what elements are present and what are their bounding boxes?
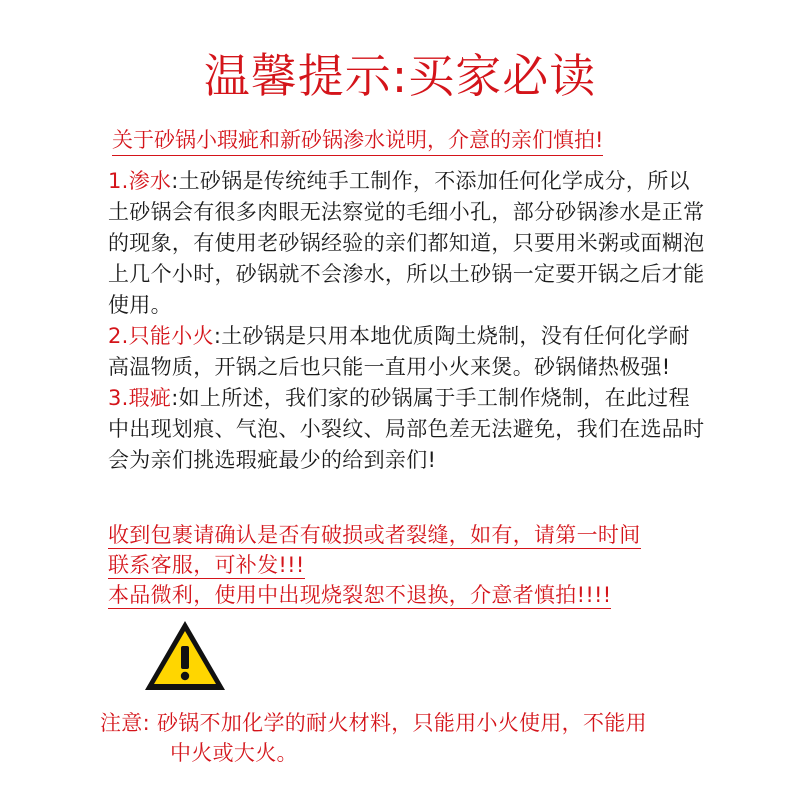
subtitle: 关于砂锅小瑕疵和新砂锅渗水说明，介意的亲们慎拍! (112, 124, 603, 156)
section-text: :土砂锅是传统纯手工制作，不添加任何化学成分，所以土砂锅会有很多肉眼无法察觉的毛细小孔，部分砂锅渗水是正常的现象，有使用老砂锅经验的亲们都知道，只要用米粥或面糊泡上几个小时，砂锅就不会渗水，所以土砂锅一定要开锅之后才能使用。 (108, 169, 705, 317)
note-line: 中火或大火。 (170, 741, 298, 765)
page-title: 温馨提示:买家必读 (203, 49, 597, 103)
section-label: 1.渗水 (108, 169, 172, 193)
note-block (100, 708, 700, 768)
notice-block (108, 520, 708, 610)
note-line: 注意: 砂锅不加化学的耐火材料，只能用小火使用，不能用 (100, 711, 647, 735)
section-text: :如上所述，我们家的砂锅属于手工制作烧制，在此过程中出现划痕、气泡、小裂纹、局部色差无法避免，我们在选品时会为亲们挑选瑕疵最少的给到亲们! (108, 386, 705, 472)
section-leakage (108, 166, 708, 321)
notice-line: 收到包裹请确认是否有破损或者裂缝，如有，请第一时间 (108, 523, 641, 547)
section-label: 2.只能小火 (108, 324, 214, 348)
section-low-heat (108, 321, 708, 383)
section-flaws (108, 383, 708, 476)
notice-line: 本品微利，使用中出现烧裂恕不退换，介意者慎拍!!!! (108, 583, 612, 607)
body-text (108, 166, 708, 476)
notice-line: 联系客服，可补发!!! (108, 553, 305, 577)
section-text: :土砂锅是只用本地优质陶土烧制，没有任何化学耐高温物质，开锅之后也只能一直用小火来煲。砂锅储热极强! (108, 324, 690, 379)
warning-triangle-icon (142, 618, 228, 694)
section-label: 3.瑕疵 (108, 386, 172, 410)
